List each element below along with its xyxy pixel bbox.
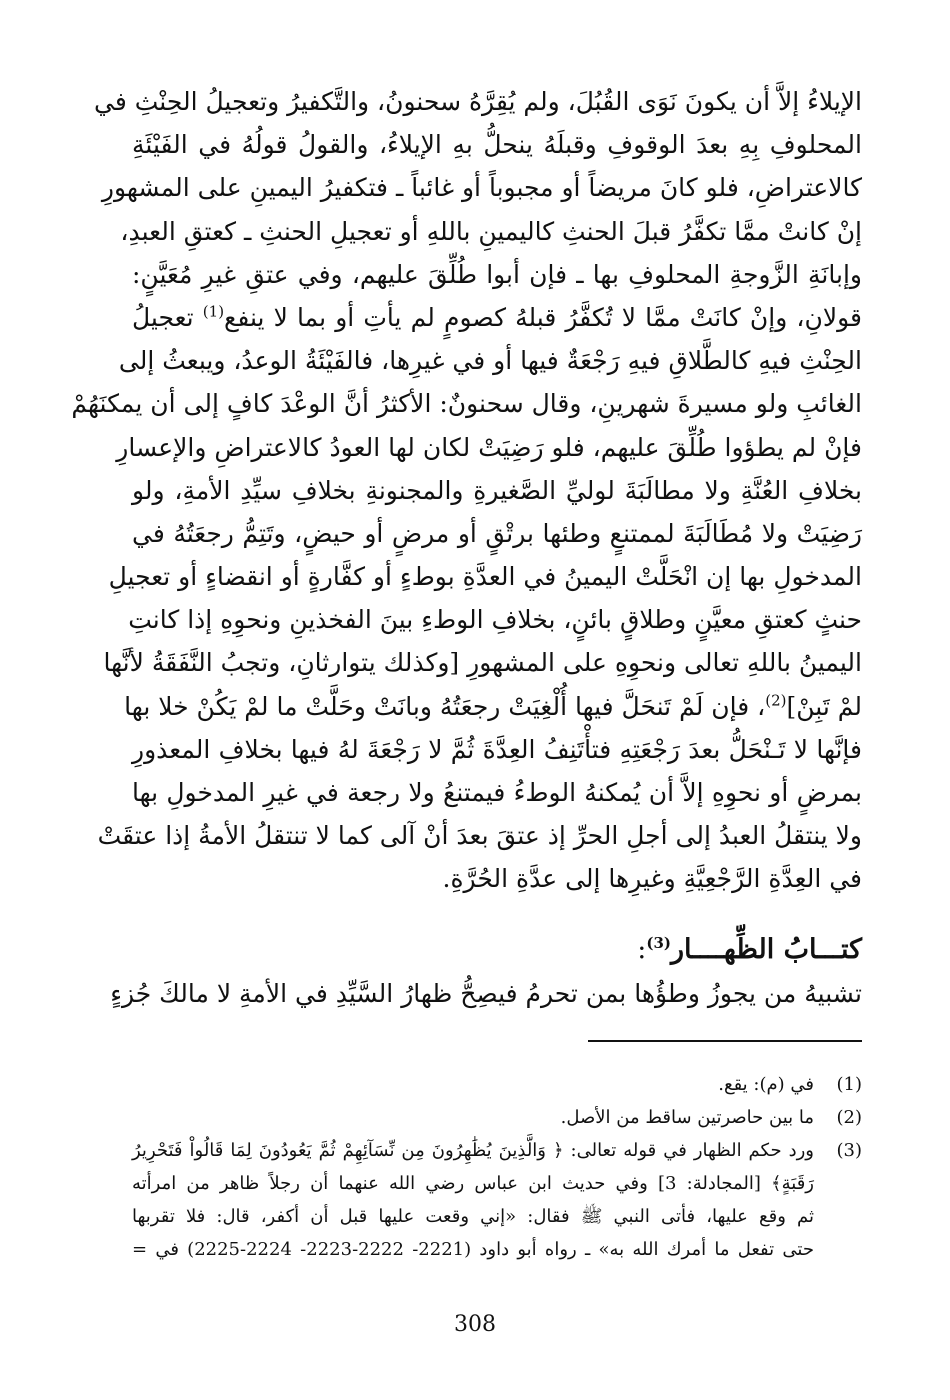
footnote-number: (2) (836, 1107, 862, 1128)
footnote-ref-1: (1) (202, 302, 225, 321)
footnote-line: ورد حكم الظهار في قوله تعالى: ﴿ وَالَّذِينَ يُظَٰهِرُونَ مِن نِّسَآئِهِمْ ثُمَّ يَعُودُونَ لِمَا قَالُواْ فَتَحْرِيرُ (132, 1140, 814, 1161)
text-line: الغائبِ ولو مسيرةَ شهرينِ، وقال سحنونٌ: الأكثرُ أنَّ الوعْدَ كافٍ إلى أن يمكنَهُمْ (71, 389, 862, 419)
footnote-line: ثم وقع عليها، فأتى النبي ﷺ فقال: «إني وقعت عليها قبل أن أكفر، قال: فلا تقربها (132, 1206, 814, 1227)
text-line: فإنَّها لا تَـنْحَلُّ بعدَ رَجْعَتِهِ فتأْتَنِفُ العِدَّةَ ثُمَّ لا رَجْعَةَ لهُ فيها بخلافِ المعذورِ (132, 734, 862, 764)
footnote-text (132, 1134, 814, 1266)
text-line: بخلافِ العُنَّةِ ولا مطالَبَةَ لوليِّ الصَّغيرةِ والمجنونةِ بخلافِ سيِّدِ الأمةِ، ولو (132, 475, 862, 505)
text-line: تشبيهُ من يجوزُ وطؤُها بمن تحرمُ فيصِحُّ ظهارُ السَّيِّدِ في الأمةِ لا مالكَ جُزءٍ (110, 979, 862, 1008)
footnote-2 (132, 1101, 862, 1134)
text-line: الحِنْثِ فيهِ كالطَّلاقِ فيهِ رَجْعَةٌ فيها أو في غيرِها، فالفَيْئَةُ الوعدُ، ويبعثُ إلى (118, 346, 862, 376)
footnote-number: (3) (836, 1140, 862, 1161)
footnote-text (132, 1101, 814, 1134)
footnote-line: في (م): يقع. (718, 1074, 814, 1095)
section-heading (132, 928, 862, 971)
text-line: كالاعتراضِ، فلو كانَ مريضاً أو مجبوباً أو غائباً ـ فتكفيرُ اليمينِ على المشهورِ (101, 173, 862, 203)
footnote-3 (132, 1134, 862, 1266)
text-line: المدخولِ بها إن انْحَلَّتْ اليمينُ في العدَّةِ بوطءٍ أو كفَّارةٍ أو انقضاءٍ أو تعجيلِ (108, 562, 862, 592)
footnote-line: ما بين حاصرتين ساقط من الأصل. (560, 1107, 814, 1128)
footnote-ref-2: (2) (765, 691, 787, 710)
heading-colon: : (637, 934, 647, 965)
text-line: الإيلاءُ إلاَّ أن يكونَ نَوَى القُبُلَ، ولم يُقِرَّهُ سحنونُ، والتَّكفيرُ وتعجيلُ الحِنْثِ في (94, 87, 862, 116)
text-line: في العِدَّةِ الرَّجْعِيَّةِ وغيرِها إلى عدَّةِ الحُرَّةِ. (442, 864, 862, 894)
footnote-divider (588, 1040, 862, 1042)
section-heading-title: كتـــابُ الظِّهــــار (670, 934, 862, 965)
text-line: رَضِيَتْ ولا مُطَالَبَةَ لممتنعٍ وطئها برتْقٍ أو مرضٍ أو حيضٍ، وتَتِمُّ رجعَتُهُ في (132, 518, 862, 548)
text-line: ولا ينتقلُ العبدُ إلى أجلِ الحرِّ إذ عتقَ بعدَ أنْ آلى كما لا تنتقلُ الأمةُ إذا عتقَتْ (97, 821, 862, 851)
text-line: إنْ كانتْ ممَّا تكفَّرُ قبلَ الحنثِ كاليمينِ باللهِ أو تعجيلِ الحنثِ ـ كعتقِ العبدِ، (120, 216, 862, 246)
footnote-line: حتى تفعل ما أمرك الله به» ـ رواه أبو داود (2221- 2222-2223- 2224-2225) في = (132, 1239, 814, 1260)
text-line: اليمينُ باللهِ تعالى ونحوِهِ على المشهورِ [وكذلك يتوارثانِ، وتجبُ النَّفَقَةُ لأنَّها (103, 648, 862, 678)
section-first-line (110, 972, 862, 1015)
page-number: 308 (454, 1312, 496, 1337)
text-line: المحلوفِ بِهِ بعدَ الوقوفِ وقبلَهُ ينحلُّ بهِ الإيلاءُ، والقولُ قولُهُ في الفَيْئَةِ (132, 130, 862, 160)
text-line: حنثٍ كعتقِ معيَّنٍ وطلاقٍ بائنٍ، بخلافِ الوطءِ بينَ الفخذينِ ونحوِهِ إذا كانتِ (128, 605, 862, 635)
footnotes (132, 1068, 862, 1266)
text-line: وإبانَةِ الزَّوجةِ المحلوفِ بها ـ فإن أبوا طُلِّقَ عليهم، وفي عتقِ غيرِ مُعَيَّنٍ: (132, 259, 862, 289)
main-text (71, 80, 862, 901)
footnote-number: (1) (836, 1074, 862, 1095)
text-line: قولانِ، وإنْ كانَتْ ممَّا لا تُكفَّرُ قبلهُ كصومٍ لم يأتِ أو بما لا ينفع$^{(1)}$ تعجيلُ (132, 302, 862, 332)
footnote-ref-3: (3) (646, 934, 671, 952)
footnote-1 (132, 1068, 862, 1101)
footnote-line: رَقَبَةٍ﴾ [المجادلة: 3] وفي حديث ابن عباس رضي الله عنهما أن رجلاً ظاهر من امرأته (132, 1173, 814, 1194)
text-line: لمْ تَبِنْ]$^{(2)}$، فإن لَمْ تَنحَلَّ فيها أُلْغِيَتْ رجعَتُهُ وبانَتْ وحَلَّتْ ما لمْ يَكُنْ خلا بها (124, 691, 862, 721)
footnote-text (132, 1068, 814, 1101)
text-line: فإنْ لم يطؤوا طُلِّقَ عليهم، فلو رَضِيَتْ لكان لها العودُ كالاعتراضِ والإعسارِ (116, 432, 862, 462)
text-line: بمرضٍ أو نحوِهِ إلاَّ أن يُمكنهُ الوطءُ فيمتنعُ ولا رجعة في غيرِ المدخولِ بها (132, 778, 862, 807)
